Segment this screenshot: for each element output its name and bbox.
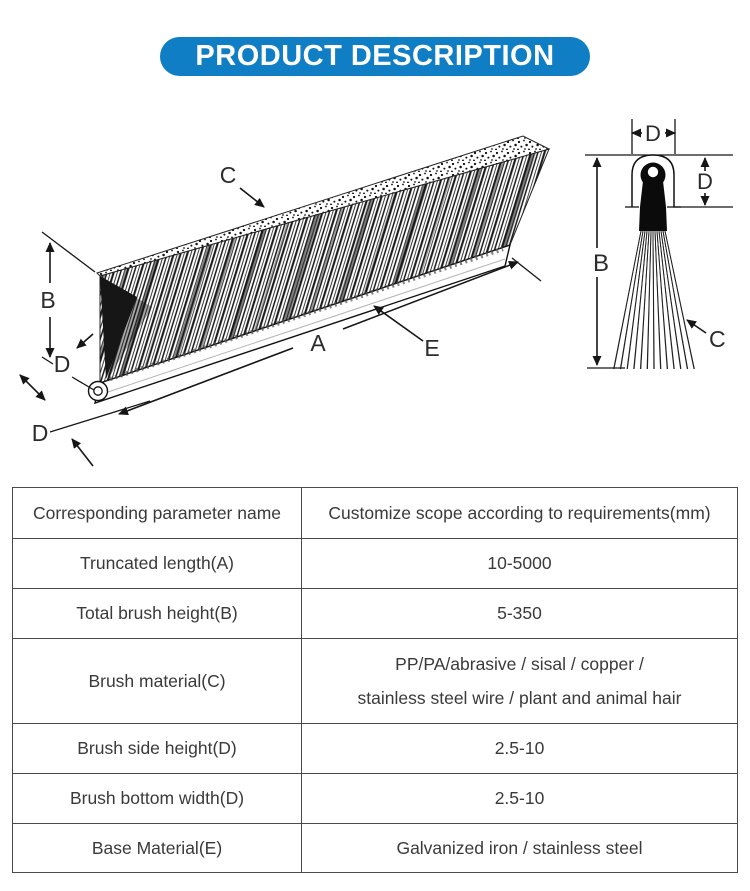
table-row-value: PP/PA/abrasive / sisal / copper / stainless steel wire / plant and animal hair — [302, 638, 737, 723]
brush-body — [89, 136, 550, 403]
label-b-side: B — [592, 250, 610, 277]
table-header-parameter: Corresponding parameter name — [13, 488, 302, 538]
table-row-name: Brush bottom width(D) — [13, 773, 302, 823]
table-row-value: 10-5000 — [302, 538, 737, 588]
retaining-wire-hole — [648, 167, 658, 177]
channel-wire-hole — [94, 387, 102, 395]
brush-cross-section-diagram — [575, 105, 750, 395]
label-e: E — [424, 335, 440, 361]
table-row-value: Galvanized iron / stainless steel — [302, 823, 737, 872]
bristle-fan — [614, 231, 695, 369]
arrow-d-bottom — [72, 439, 93, 466]
product-banner — [160, 37, 590, 76]
clamp-body — [639, 181, 667, 231]
ext-line-d1-b — [72, 377, 94, 390]
arrow-c-side — [687, 320, 706, 333]
label-d-height: D — [697, 169, 713, 194]
table-row-value: 5-350 — [302, 588, 737, 638]
label-c: C — [219, 162, 237, 188]
ext-line-d1-a — [42, 357, 53, 364]
label-a: A — [310, 330, 326, 356]
label-d-width: D — [645, 121, 661, 146]
table-header-scope: Customize scope according to requirements(mm) — [328, 502, 711, 523]
banner-title: PRODUCT DESCRIPTION — [195, 40, 555, 72]
arrow-d-between — [20, 375, 45, 400]
table-row-name: Brush side height(D) — [13, 723, 302, 773]
label-c-side: C — [709, 326, 726, 352]
label-b: B — [40, 287, 56, 313]
table-row-value: 2.5-10 — [302, 723, 737, 773]
strip-brush-isometric-diagram — [0, 95, 580, 475]
table-row-name: Truncated length(A) — [13, 538, 302, 588]
label-d-bottom: D — [31, 420, 49, 446]
table-row-value: 2.5-10 — [302, 773, 737, 823]
ext-line-a-right — [512, 258, 541, 281]
spec-table — [12, 487, 738, 873]
arrow-c — [240, 188, 264, 207]
label-d-side: D — [53, 351, 71, 377]
table-row-name: Total brush height(B) — [13, 588, 302, 638]
arrow-e — [374, 306, 423, 341]
ext-line-d2 — [50, 401, 150, 432]
arrow-d-side — [77, 334, 93, 348]
table-row-name: Base Material(E) — [13, 823, 302, 872]
table-row-name: Brush material(C) — [13, 638, 302, 723]
